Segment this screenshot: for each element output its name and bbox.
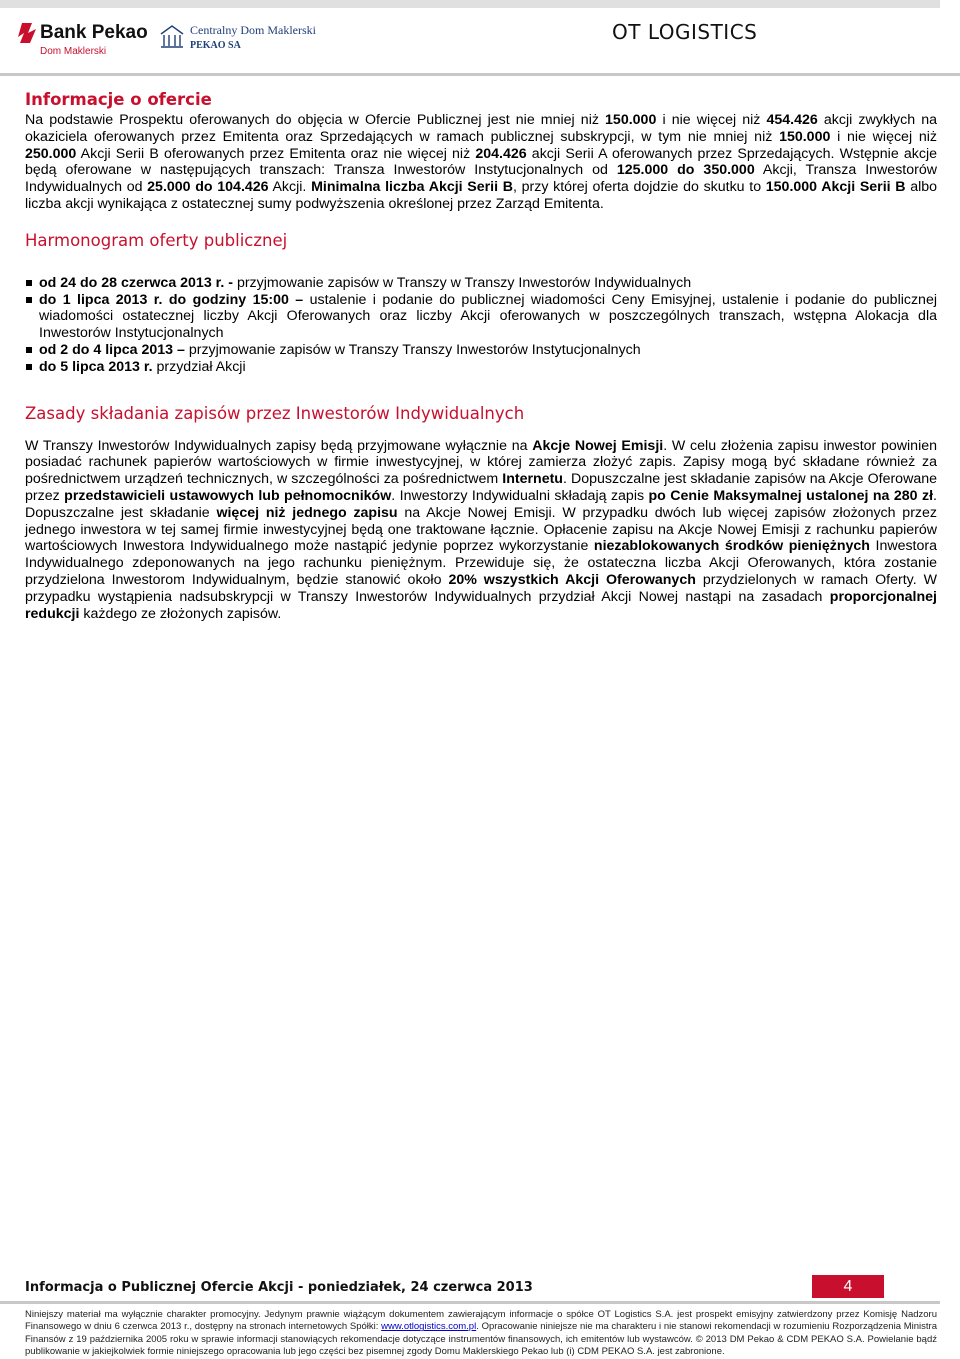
schedule-list xyxy=(25,275,937,376)
bank-pekao-logo-icon xyxy=(18,18,148,60)
footer-title: Informacja o Publicznej Ofercie Akcji - poniedziałek, 24 czerwca 2013 xyxy=(25,1280,533,1295)
section-title-schedule: Harmonogram oferty publicznej xyxy=(25,230,288,250)
page-header xyxy=(0,12,960,56)
page-number: 4 xyxy=(812,1275,884,1298)
bullet-square-icon xyxy=(26,280,32,286)
bullet-square-icon xyxy=(26,297,32,303)
cdm-building-logo-icon xyxy=(158,20,328,54)
footer-rule xyxy=(0,1301,940,1304)
disclaimer: Niniejszy materiał ma wyłącznie charakter promocyjny. Jedynym prawnie wiążącym dokumentem zawierającym informacje o spółce OT Logistics S.A. jest prospekt emisyjny zatwierdzony przez Komisję Nadzoru Finansowego w dniu 6 czerwca 2013 r., dostępny na stronach internetowych Spółki: www.otlogistics.com.pl. Opracowanie niniejsze nie ma charakteru i nie stanowi rekomendacji w rozumieniu Rozporządzenia Ministra Finansów z 19 października 2005 roku w sprawie informacji stanowiących rekomendacje dotyczące instrumentów finansowych, ich emitentów lub wystawców. © 2013 DM Pekao & CDM PEKAO S.A. Powielanie bądź publikowanie w jakiejkolwiek formie niniejszego opracowania lub jego części bez pisemnej zgody Domu Maklerskiego Pekao lub (i) CDM PEKAO S.A. jest zabronione. xyxy=(25,1309,937,1358)
top-bar xyxy=(0,0,940,8)
section-title-offer-info: Informacje o ofercie xyxy=(25,90,212,109)
bullet-square-icon xyxy=(26,364,32,370)
bank-logo-sub: Dom Maklerski xyxy=(40,46,107,57)
company-name: OT LOGISTICS xyxy=(612,20,758,44)
main-content xyxy=(25,90,937,622)
subscription-rules-paragraph: W Transzy Inwestorów Indywidualnych zapisy będą przyjmowane wyłącznie na Akcje Nowej Emisji. W celu złożenia zapisu inwestor powinien posiadać rachunek papierów wartościowych w firmie inwestycyjnej, w której zamierza złożyć zapis. Zapisy mogą być składane również za pośrednictwem urządzeń technicznych, w szczególności za pośrednictwem Internetu. Dopuszczalne jest składanie zapisów na Akcje Oferowane przez przedstawicieli ustawowych lub pełnomocników. Inwestorzy Indywidualni składają zapis po Cenie Maksymalnej ustalonej na 280 zł. Dopuszczalne jest składanie więcej niż jednego zapisu na Akcje Nowej Emisji. W przypadku dwóch lub więcej zapisów złożonych przez jednego inwestora w tej samej firmie inwestycyjnej będą one traktowane łącznie. Opłacenie zapisu na Akcje Nowej Emisji z rachunku papierów wartościowych Inwestora Indywidualnego może nastąpić jedynie poprzez wykorzystanie niezablokowanych środków pieniężnych Inwestora Indywidualnego zdeponowanych na jego rachunku pieniężnym. Przewiduje się, że ostateczna liczba Akcji Oferowanych, która zostanie przydzielona Inwestorom Indywidualnym, będzie stanowić około 20% wszystkich Akcji Oferowanych przydzielonych w ramach Oferty. W przypadku wystąpienia nadsubskrypcji w Transzy Inwestorów Indywidualnych przydział Akcji Nowej nastąpi na zasadach proporcjonalnej redukcji każdego ze złożonych zapisów. xyxy=(25,437,938,622)
offer-info-paragraph: Na podstawie Prospektu oferowanych do objęcia w Ofercie Publicznej jest nie mniej niż 150.000 i nie więcej niż 454.426 akcji zwykłych na okaziciela oferowanych przez Emitenta oraz Sprzedających w ramach publicznej subskrypcji, w tym nie mniej niż 150.000 i nie więcej niż 250.000 Akcji Serii B oferowanych przez Emitenta oraz nie więcej niż 204.426 akcji Serii A oferowanych przez Sprzedających. Wstępnie akcje będą oferowane w następujących transzach: Transza Inwestorów Instytucjonalnych od 125.000 do 350.000 Akcji, Transza Inwestorów Indywidualnych od 25.000 do 104.426 Akcji. Minimalna liczba Akcji Serii B, przy której oferta dojdzie do skutku to 150.000 Akcji Serii B albo liczba akcji wynikająca z ostatecznej sumy podwyższenia określonej przez Zarząd Emitenta. xyxy=(25,112,938,212)
list-item: do 5 lipca 2013 r. przydział Akcji xyxy=(25,359,937,376)
section-title-subscription-rules: Zasady składania zapisów przez Inwestorów Indywidualnych xyxy=(25,403,525,423)
header-rule xyxy=(0,73,960,76)
cdm-line2: PEKAO SA xyxy=(190,40,241,51)
bullet-square-icon xyxy=(26,347,32,353)
bank-logo-text: Bank Pekao xyxy=(40,22,148,43)
company-website-link[interactable]: www.otlogistics.com.pl xyxy=(381,1321,477,1333)
list-item: od 2 do 4 lipca 2013 – przyjmowanie zapisów w Transzy Transzy Inwestorów Instytucjonalnych xyxy=(25,342,937,359)
list-item: od 24 do 28 czerwca 2013 r. - przyjmowanie zapisów w Transzy w Transzy Inwestorów Indywidualnych xyxy=(25,275,937,292)
list-item: do 1 lipca 2013 r. do godziny 15:00 – ustalenie i podanie do publicznej wiadomości Ceny Emisyjnej, ustalenie i podanie do publicznej wiadomości ostatecznej liczby Akcji Oferowanych oraz liczby Akcji oferowanych w poszczególnych transzach, wstępna Alokacja dla Inwestorów Instytucjonalnych xyxy=(25,292,937,342)
cdm-line1: Centralny Dom Maklerski xyxy=(190,23,316,37)
